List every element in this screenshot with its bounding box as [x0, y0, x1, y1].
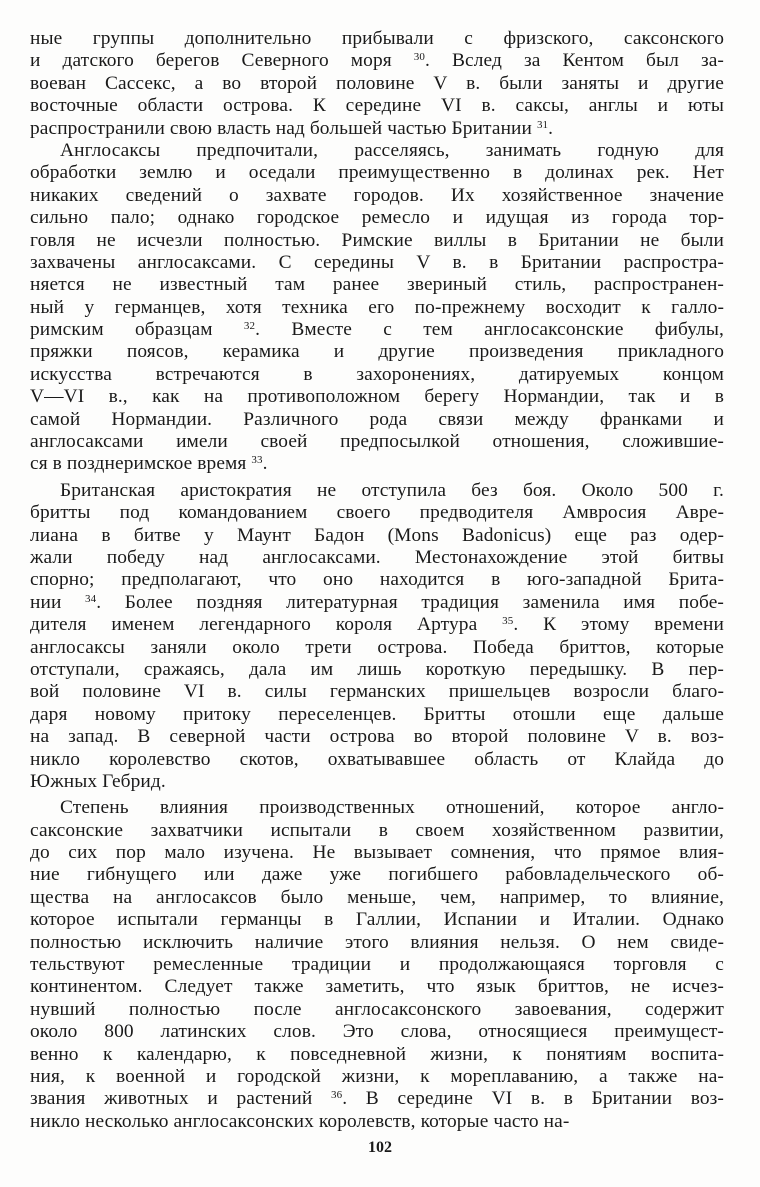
text-line: обработки землю и оседали преимущественно в долинах рек. Нет — [30, 162, 724, 184]
text-line: искусства встречаются в захоронениях, датируемых концом — [30, 363, 724, 385]
text-line: никло несколько англосаксонских королевств, которые часто на- — [30, 1110, 570, 1132]
text-line: ные группы дополнительно прибывали с фризского, саксонского — [30, 28, 724, 49]
footnote-marker: 32 — [243, 320, 256, 333]
text-line: около 800 латинских слов. Это слова, относящиеся преимущест- — [30, 1021, 724, 1043]
text-line: V—VI в., как на противоположном берегу Нормандии, так и в — [30, 386, 724, 408]
text-line: вой половине VI в. силы германских пришельцев возросли благо- — [30, 681, 724, 703]
footnote-marker: 34 — [85, 592, 97, 605]
text-line: даря новому притоку переселенцев. Бритты отошли еще дальше — [30, 703, 724, 725]
text-line: до сих пор мало изучена. Не вызывает сомнения, что прямое влия- — [30, 842, 724, 864]
body-text — [30, 28, 724, 1133]
footnote-marker: 31 — [536, 118, 549, 131]
text-line: отступали, сражаясь, дала им лишь короткую передышку. В пер- — [30, 658, 724, 680]
text-line: самой Нормандии. Различного рода связи между франками и — [30, 408, 724, 430]
text-line: ся в позднеримское время $^{33}$. — [30, 453, 268, 475]
text-line: говля не исчезли полностью. Римские виллы в Британии не были — [30, 229, 724, 251]
text-line: саксонские захватчики испытали в своем хозяйственном развитии, — [30, 819, 724, 841]
text-line: захвачены англосаксами. С середины V в. в Британии распростра- — [30, 251, 724, 273]
text-line: венно к календарю, к повседневной жизни, к понятиям воспита- — [30, 1043, 724, 1065]
text-line: континентом. Следует также заметить, что язык бриттов, не исчез- — [30, 976, 724, 998]
paragraph — [30, 28, 724, 140]
text-line: Южных Гебрид. — [30, 770, 166, 792]
text-line: лиана в битве у Маунт Бадон (Mons Badonicus) еще раз одер- — [30, 524, 724, 546]
text-line: ный у германцев, хотя техника его по-прежнему восходит к галло- — [30, 296, 724, 318]
text-line: пряжки поясов, керамика и другие произведения прикладного — [30, 341, 724, 363]
text-line: англосаксы заняли около трети острова. Победа бриттов, которые — [30, 636, 724, 658]
text-line: жали победу над англосаксами. Местонахождение этой битвы — [30, 546, 724, 568]
text-line: никаких сведений о захвате городов. Их хозяйственное значение — [30, 184, 724, 206]
text-line: звания животных и растений $^{36}$. В середине VI в. в Британии воз- — [30, 1088, 724, 1110]
text-line: распространили свою власть над большей частью Британии $^{31}$. — [30, 117, 554, 139]
text-line: и датского берегов Северного моря $^{30}$. Вслед за Кентом был за- — [30, 50, 724, 72]
text-line: сильно пало; однако городское ремесло и идущая из города тор- — [30, 207, 724, 229]
text-line: няется не известный там ранее звериный стиль, распространен- — [30, 274, 724, 296]
paragraph — [30, 480, 724, 793]
text-line: ния, к военной и городской жизни, к мореплаванию, а также на- — [30, 1065, 724, 1087]
text-line: которое испытали германцы в Галлии, Испании и Италии. Однако — [30, 909, 724, 931]
text-line: Степень влияния производственных отношений, которое англо- — [60, 797, 724, 819]
text-line: нии $^{34}$. Более поздняя литературная традиция заменила имя побе- — [30, 591, 724, 613]
text-line: щества на англосаксов было меньше, чем, например, то влияние, — [30, 886, 724, 908]
text-line: англосаксами имели своей предпосылкой отношения, сложившие- — [30, 431, 724, 453]
text-line: восточные области острова. К середине VI в. саксы, англы и юты — [30, 95, 724, 117]
footnote-marker: 36 — [331, 1089, 343, 1102]
text-line: спорно; предполагают, что оно находится в юго-западной Брита- — [30, 569, 724, 591]
page-number: 102 — [368, 1139, 392, 1156]
footnote-marker: 33 — [251, 454, 263, 467]
text-line: никло королевство скотов, охватывавшее область от Клайда до — [30, 748, 724, 770]
text-line: ние гибнущего или даже уже погибшего рабовладельческого об- — [30, 864, 724, 886]
text-line: бритты под командованием своего предводителя Амвросия Авре- — [30, 502, 724, 524]
text-line: Англосаксы предпочитали, расселяясь, занимать годную для — [60, 139, 724, 161]
paragraph — [30, 797, 724, 1133]
footnote-marker: 30 — [413, 51, 425, 64]
text-line: на запад. В северной части острова во второй половине V в. воз- — [30, 726, 724, 748]
text-line: тельствуют ремесленные традиции и продолжающаяся торговля с — [30, 954, 724, 976]
footnote-marker: 35 — [502, 615, 514, 628]
paragraph — [30, 140, 724, 476]
text-line: полностью исключить наличие этого влияния нельзя. О нем свиде- — [30, 931, 724, 953]
text-line: дителя именем легендарного короля Артура $^{35}$. К этому времени — [30, 614, 724, 636]
text-line: нувший полностью после англосаксонского завоевания, содержит — [30, 998, 724, 1020]
text-line: Британская аристократия не отступила без боя. Около 500 г. — [60, 479, 724, 501]
text-line: воеван Сассекс, а во второй половине V в. были заняты и другие — [30, 72, 724, 94]
text-line: римским образцам $^{32}$. Вместе с тем англосаксонские фибулы, — [30, 319, 724, 341]
